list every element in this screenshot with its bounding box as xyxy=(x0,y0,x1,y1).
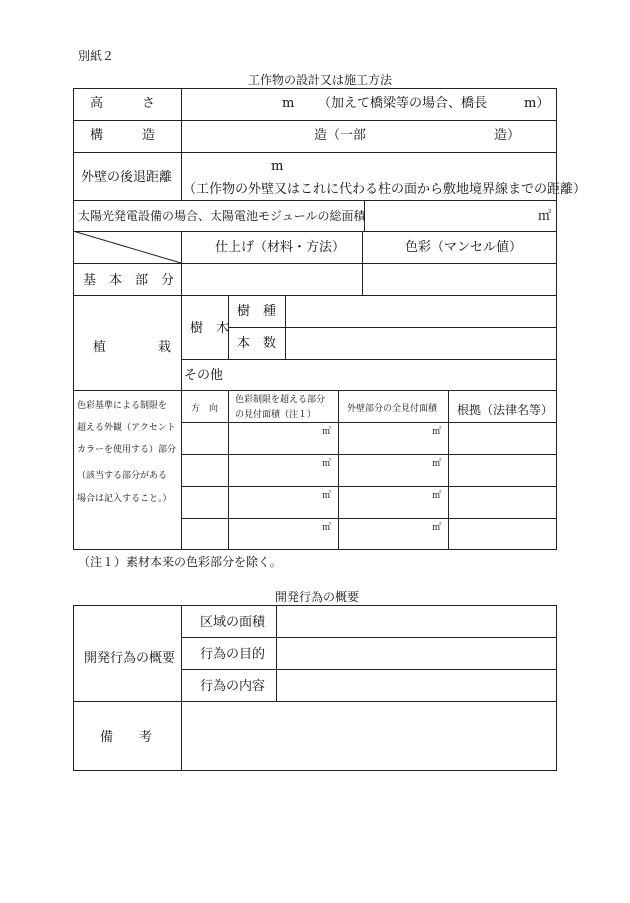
height-label: 高 さ xyxy=(90,96,156,111)
row4-unit1: ㎡ xyxy=(322,523,332,533)
footnote: （注１）素材本来の色彩部分を除く。 xyxy=(78,555,282,569)
trees-label: 樹 木 xyxy=(190,321,230,336)
setback-unit: m xyxy=(271,159,284,174)
document-label: 別紙２ xyxy=(78,49,115,63)
col-basis: 根拠（法律名等） xyxy=(457,403,554,417)
structure-label: 構 造 xyxy=(90,128,156,143)
remarks-input[interactable] xyxy=(182,702,556,770)
height-note: （加えて橋梁等の場合、橋長 xyxy=(318,96,488,111)
purpose-label: 行為の目的 xyxy=(200,647,266,662)
row1-unit2: ㎡ xyxy=(432,427,442,437)
row2-unit1: ㎡ xyxy=(322,459,332,469)
col-area1-line2: の見付面積（注１） xyxy=(235,410,317,420)
content-label: 行為の内容 xyxy=(200,679,266,694)
height-bridge-unit: m） xyxy=(524,96,550,111)
content-input[interactable] xyxy=(277,670,556,701)
structure-text2: 造） xyxy=(494,128,521,143)
structure-text: 造（一部 xyxy=(314,128,367,143)
row3-unit1: ㎡ xyxy=(322,491,332,501)
area-input[interactable] xyxy=(277,606,556,637)
finish-header: 仕上げ（材料・方法） xyxy=(215,240,346,255)
count-label: 本 数 xyxy=(237,336,277,351)
col-area2: 外壁部分の全見付面積 xyxy=(347,404,438,414)
basic-part-label: 基 本 部 分 xyxy=(83,273,175,288)
color-header: 色彩（マンセル値） xyxy=(405,240,523,255)
col-direction: 方 向 xyxy=(191,404,219,414)
row1-unit1: ㎡ xyxy=(322,427,332,437)
setback-label: 外壁の後退距離 xyxy=(81,170,173,185)
planting-label: 植 栽 xyxy=(93,340,172,355)
row2-unit2: ㎡ xyxy=(432,459,442,469)
form2-title: 開発行為の概要 xyxy=(275,590,360,604)
solar-label: 太陽光発電設備の場合、太陽電池モジュールの総面積 xyxy=(78,209,366,223)
height-unit: m xyxy=(282,96,295,111)
species-label: 樹 種 xyxy=(237,304,277,319)
row3-unit2: ㎡ xyxy=(432,491,442,501)
setback-note: （工作物の外壁又はこれに代わる柱の面から敷地境界線までの距離） xyxy=(183,182,587,197)
remarks-label: 備 考 xyxy=(100,730,153,745)
area-label: 区域の面積 xyxy=(200,615,266,630)
purpose-input[interactable] xyxy=(277,638,556,669)
form1-title: 工作物の設計又は施工方法 xyxy=(248,73,393,87)
development-label: 開発行為の概要 xyxy=(84,651,176,666)
planting-other-label: その他 xyxy=(184,368,224,383)
row4-unit2: ㎡ xyxy=(432,523,442,533)
solar-unit: ㎡ xyxy=(538,209,552,224)
col-area1-line1: 色彩制限を超える部分 xyxy=(235,395,326,405)
